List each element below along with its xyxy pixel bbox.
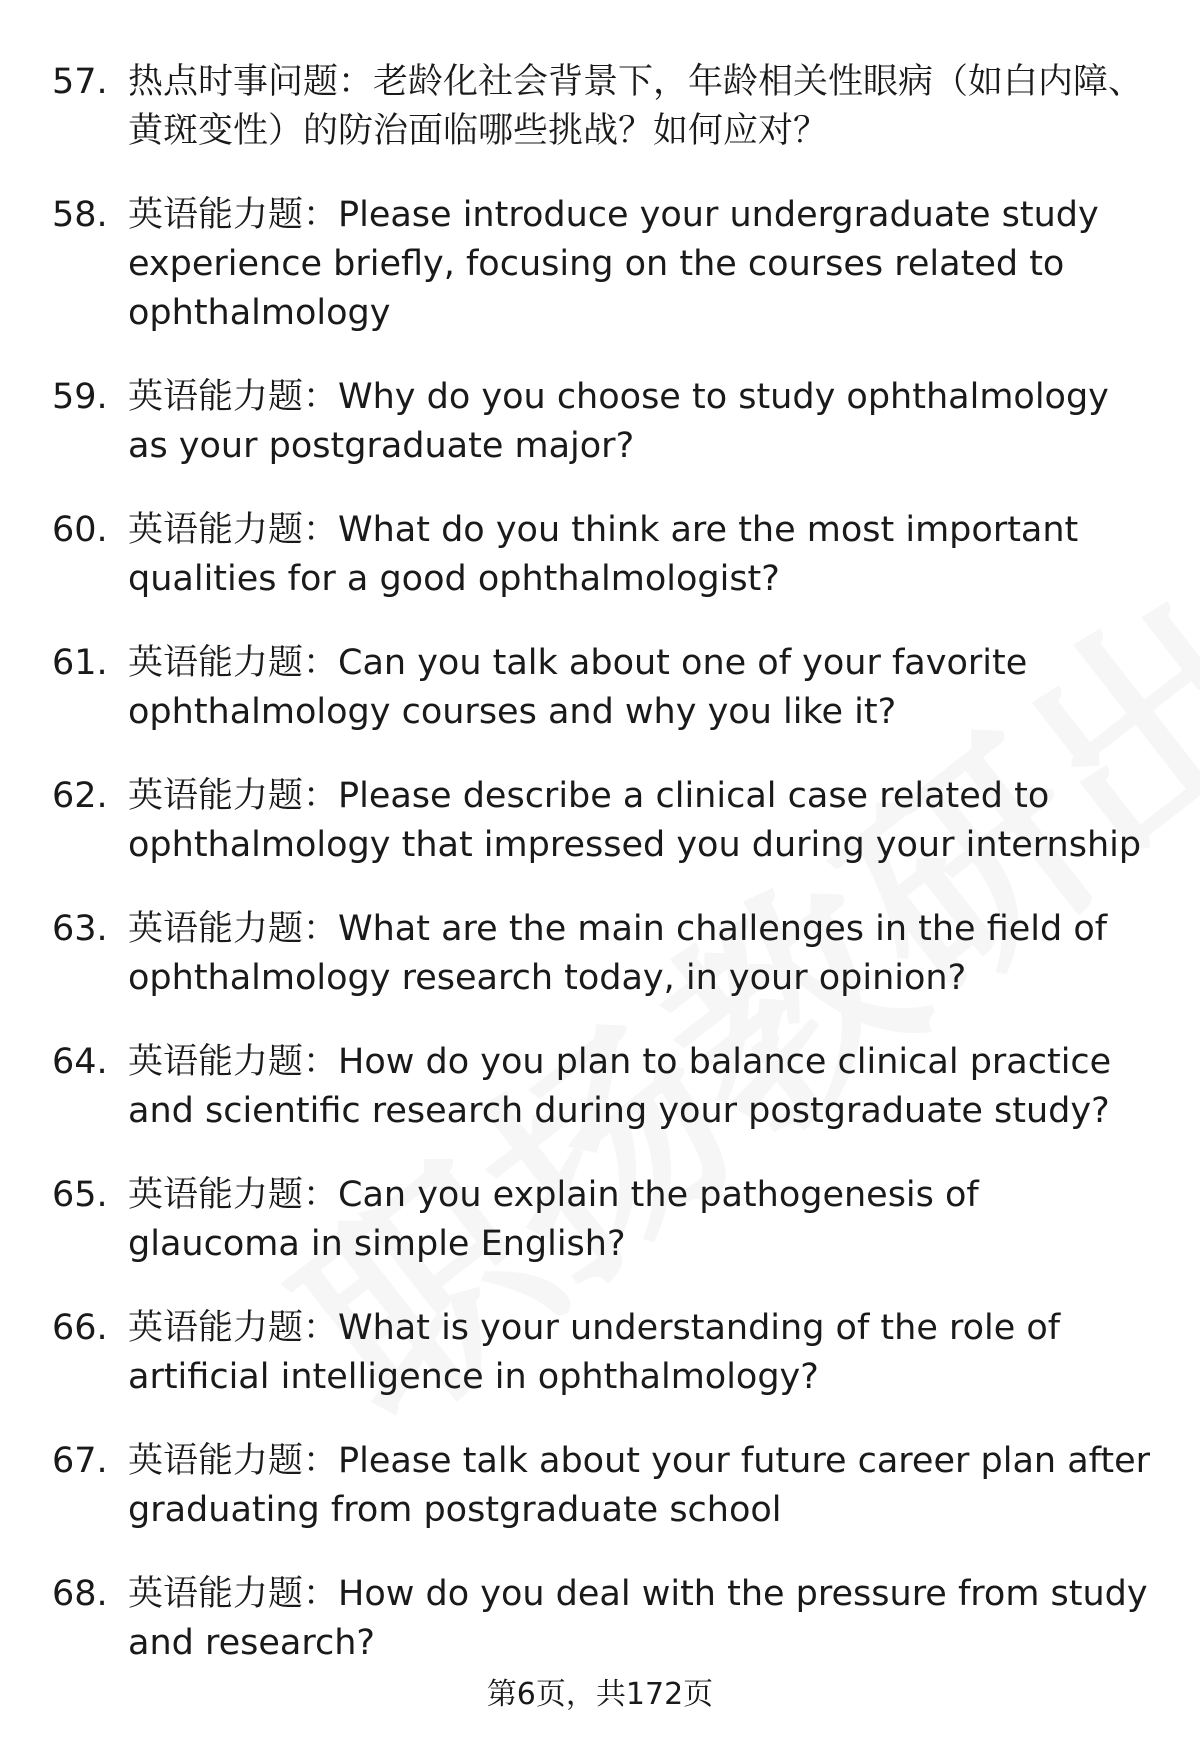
question-item xyxy=(0,1437,1200,1535)
question-item xyxy=(0,191,1200,338)
question-number: 68. xyxy=(52,1574,108,1614)
question-number: 62. xyxy=(52,776,108,816)
question-number: 59. xyxy=(52,377,108,417)
question-item xyxy=(0,1038,1200,1136)
question-item xyxy=(0,58,1200,156)
question-number: 67. xyxy=(52,1441,108,1481)
question-number: 61. xyxy=(52,643,108,683)
question-number: 60. xyxy=(52,510,108,550)
question-text: 英语能力题：Can you explain the pathogenesis of glaucoma in simple English? xyxy=(128,1175,979,1264)
question-text: 英语能力题：Can you talk about one of your favorite ophthalmology courses and why you like it? xyxy=(128,643,1028,732)
question-number: 64. xyxy=(52,1042,108,1082)
question-text: 英语能力题：What do you think are the most important qualities for a good ophthalmologist? xyxy=(128,510,1079,599)
question-number: 57. xyxy=(52,62,108,102)
question-text: 英语能力题：Please talk about your future career plan after graduating from postgraduate school xyxy=(128,1441,1151,1530)
question-item xyxy=(0,1304,1200,1402)
question-text: 英语能力题：How do you plan to balance clinical practice and scientific research during your postgraduate study? xyxy=(128,1042,1112,1131)
question-list xyxy=(0,58,1200,1703)
question-item xyxy=(0,506,1200,604)
question-item xyxy=(0,1171,1200,1269)
page-footer xyxy=(0,1675,1200,1715)
question-number: 58. xyxy=(52,195,108,235)
question-text: 英语能力题：Please introduce your undergraduate study experience briefly, focusing on the courses related to ophthalmology xyxy=(128,195,1099,333)
question-item xyxy=(0,772,1200,870)
question-text: 英语能力题：Please describe a clinical case related to ophthalmology that impressed you during your internship xyxy=(128,776,1142,865)
question-item xyxy=(0,639,1200,737)
question-number: 66. xyxy=(52,1308,108,1348)
question-item xyxy=(0,1570,1200,1668)
question-number: 63. xyxy=(52,909,108,949)
question-number: 65. xyxy=(52,1175,108,1215)
question-text: 英语能力题：What are the main challenges in the field of ophthalmology research today, in your opinion? xyxy=(128,909,1108,998)
question-text: 英语能力题：What is your understanding of the role of artificial intelligence in ophthalmology? xyxy=(128,1308,1061,1397)
question-text: 热点时事问题：老龄化社会背景下，年龄相关性眼病（如白内障、黄斑变性）的防治面临哪些挑战？如何应对？ xyxy=(128,62,1144,151)
page-number-label: 第6页，共172页 xyxy=(486,1677,714,1712)
question-text: 英语能力题：How do you deal with the pressure from study and research? xyxy=(128,1574,1148,1663)
question-item xyxy=(0,905,1200,1003)
question-text: 英语能力题：Why do you choose to study ophthalmology as your postgraduate major? xyxy=(128,377,1109,466)
question-item xyxy=(0,373,1200,471)
